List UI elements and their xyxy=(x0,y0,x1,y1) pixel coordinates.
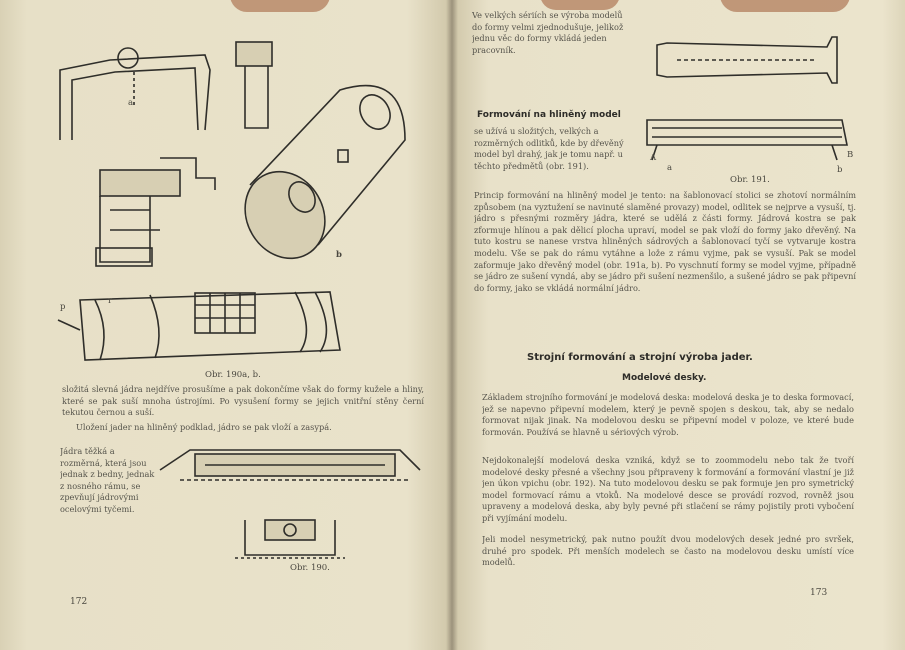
figure-label-b: b xyxy=(336,250,342,260)
left-page xyxy=(0,0,452,650)
figure-label-p: p xyxy=(60,302,66,312)
right-paragraph-desky-2: Nejdokonalejší modelová deska vzniká, když se to zoommodelu nebo tak že tvoří modelové desky přesné a všechny jsou připraveny k formování a formování vlastní je již jen úkon vpichu (obr. 192). Na tuto modelovou desku se pak formuje jen pro symetrický model formovací rámu a vtoků. Na modelové desce se provádí rozvod, rovněž jsou upraveny a modelová deska, aby byly pevné při stlačení se rámy pojistily proti vybočení při vyjímání modelu. xyxy=(482,455,854,523)
right-paragraph-princip: Princip formování na hliněný model je tento: na šablonovací stolici se zhotoví normálním způsobem (na vyztužení se navinuté slaměné provazy) model, odlitek se nejprve a vysuší, tj. jádro s přesnými rozměry jádra, které se udělá z části formy. Jádrová kostra se pak zformuje hlínou a pak dělicí plocha upraví, model se pak vloží do formy jako dřevěný. Na tuto kostru se nanese vrstva hliněných sádrových a šablonovací tyčí se vytvaruje kostra modelu. Vše se pak do rámu vytáhne a lože z rámu vyjme, pak se vysuší. Pak se model zaformuje jako dřevěný model (obr. 191a, b). Po vyschnutí formy se model vyjme, případně se jádro ze sušení vyndá, aby se jádro při sušení nezmenšilo, a sušené jádro se pak připevní do formy, jako se vkládá normální jádro. xyxy=(474,190,856,293)
figure-190-mold xyxy=(150,440,450,580)
left-paragraph-2-column: Jádra těžká a rozměrná, která jsou jednak z bedny, jednak z nosného rámu, se zpevňují jádrovými ocelovými tyčemi. xyxy=(60,446,155,514)
left-page-number: 172 xyxy=(70,597,88,607)
heading-formovani-hlineny-model: Formování na hliněný model xyxy=(477,110,621,120)
figure-191-label-a: a xyxy=(667,163,673,173)
book-gutter xyxy=(446,0,458,650)
figure-caption-191: Obr. 191. xyxy=(730,175,770,185)
figure-191-label-A: A xyxy=(650,153,657,163)
finger-top-far-right xyxy=(720,0,850,12)
right-paragraph-top: Ve velkých sériích se výroba modelů do formy velmi zjednodušuje, jelikož jednu věc do formy vkládá jeden pracovník. xyxy=(472,10,624,55)
figure-label-a: a xyxy=(128,98,134,108)
figure-190a-pipe xyxy=(0,0,440,390)
figure-caption-190ab: Obr. 190a, b. xyxy=(205,370,261,380)
right-page xyxy=(452,0,905,650)
subheading-modelove-desky: Modelové desky. xyxy=(622,373,707,383)
figure-191-label-b: b xyxy=(837,165,843,175)
heading-strojni-formovani: Strojní formování a strojní výroba jader. xyxy=(527,352,753,363)
right-paragraph-desky-3: Jeli model nesymetrický, pak nutno použít dvou modelových desek jedné pro svršek, druhé pro spodek. Při menších modelech se často na modelovou desku umístí více modelů. xyxy=(482,534,854,568)
left-paragraph-2-intro: Uložení jader na hliněný podklad, jádro se pak vloží a zasypá. xyxy=(76,422,332,432)
figure-191-label-B: B xyxy=(847,150,854,160)
right-paragraph-desky-1: Základem strojního formování je modelová deska: modelová deska je to deska formovací, jež se napevno připevní modelem, který je pevně spojen s deskou, tak, aby se nedalo formovat nijak jinak. Na modelovou desku se připevní model v poloze, ve které bude formován. Používá se hlavně u sériových výrob. xyxy=(482,392,854,437)
figure-191-model xyxy=(637,25,897,175)
right-paragraph-model: se užívá u složitých, velkých a rozměrných odlitků, kde by dřevěný model byl drahý, jak je tomu např. u těchto předmětů (obr. 191). xyxy=(474,126,624,171)
right-page-number: 173 xyxy=(810,588,828,598)
finger-top-left xyxy=(230,0,330,12)
figure-label-r: r xyxy=(108,296,113,306)
left-paragraph-1: složitá slevná jádra nejdříve prosušíme a pak dokončíme však do formy kužele a hliny, které se pak suší mnoha ústrojími. Po vysušení formy se jejich vnitřní stěny černí tekutou černou a suší. xyxy=(62,384,424,418)
figure-caption-190: Obr. 190. xyxy=(290,563,330,573)
finger-top-right xyxy=(540,0,620,10)
